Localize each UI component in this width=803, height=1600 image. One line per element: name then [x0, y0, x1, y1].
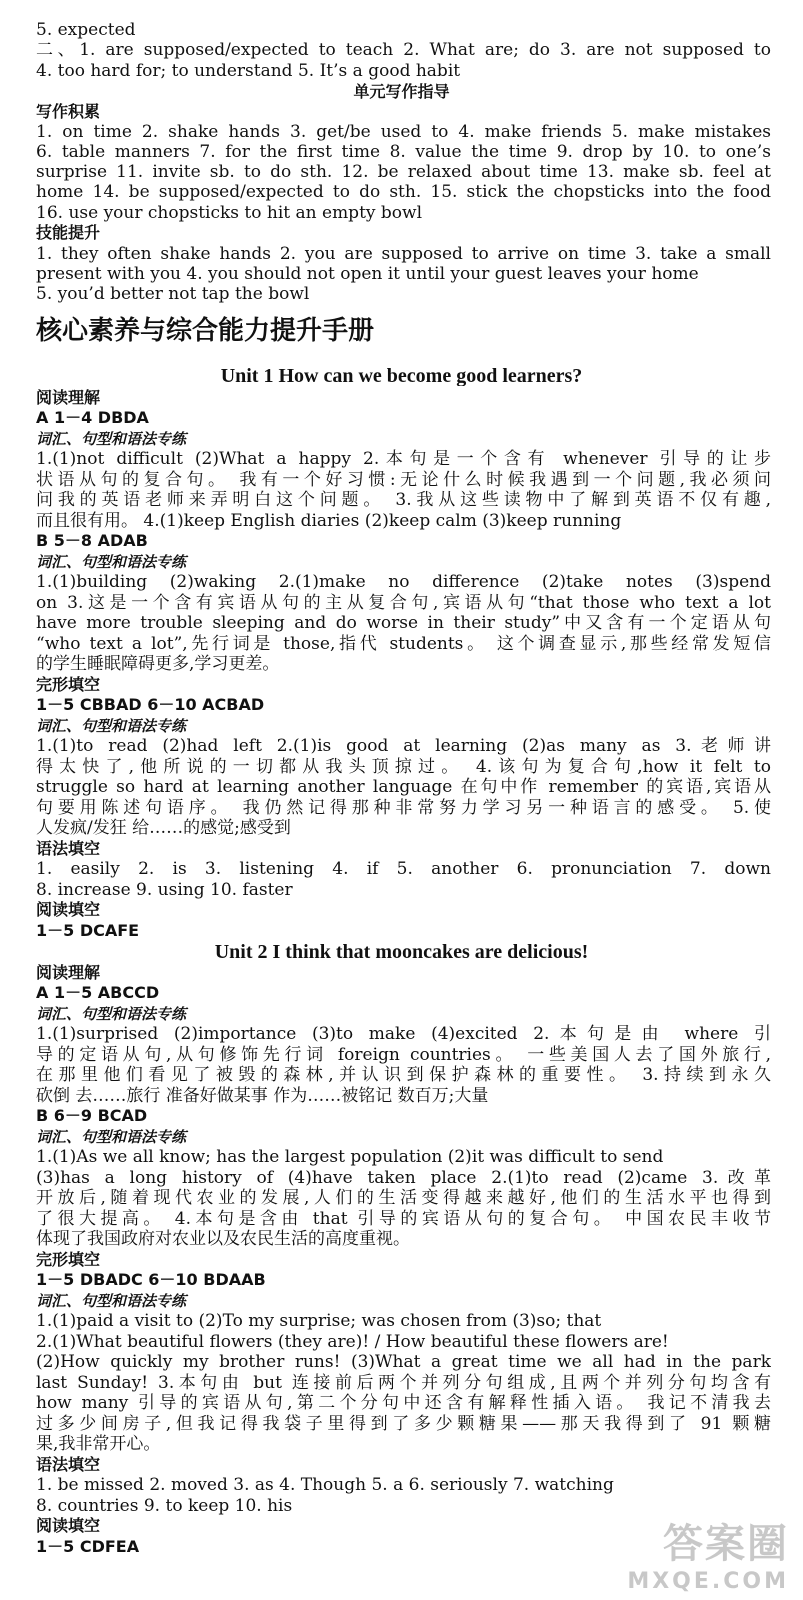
- text-line: 1. be missed 2. moved 3. as 4. Though 5. a 6. seriously 7. watching: [36, 1475, 614, 1495]
- text-line: 5. you’d better not tap the bowl: [36, 284, 310, 304]
- watermark-en: MXQE.COM: [627, 1569, 789, 1594]
- watermark-cn: 答案圈: [663, 1521, 789, 1567]
- sub-heading: 词汇、句型和语法专练: [36, 1005, 187, 1023]
- unit-title: Unit 1 How can we become good learners?: [220, 366, 583, 386]
- text-line: 人发疯/发狂 给……的感觉;感受到: [36, 818, 291, 838]
- text-line: have more trouble sleeping and do worse in their study”中又含有一个定语从句: [36, 613, 771, 633]
- sub-heading: 语法填空: [36, 1455, 101, 1474]
- text-line: 了很大提高。 4.本句是含由 that 引导的宾语从句的复合句。 中国农民丰收节: [36, 1209, 771, 1229]
- answer-key: 1－5 DBADC 6－10 BDAAB: [36, 1270, 266, 1289]
- text-line: 1.(1)surprised (2)importance (3)to make (4)excited 2.本句是由 where 引: [36, 1024, 771, 1044]
- section-heading: 单元写作指导: [353, 82, 450, 101]
- text-line: 1. easily 2. is 3. listening 4. if 5. another 6. pronunciation 7. down: [36, 859, 771, 879]
- text-line: 句要用陈述句语序。 我仍然记得那种非常努力学习另一种语言的感受。 5.使: [36, 798, 771, 818]
- watermark-logo: [627, 1512, 789, 1594]
- answer-key: B 6－9 BCAD: [36, 1106, 148, 1125]
- text-line: home 14. be supposed/expected to do sth. 15. stick the chopsticks into the food: [36, 182, 771, 202]
- answer-key: 1－5 CDFEA: [36, 1537, 140, 1556]
- text-line: on 3.这是一个含有宾语从句的主从复合句,宾语从句“that those who text a lot: [36, 593, 771, 613]
- text-line: 6. table manners 7. for the first time 8. value the time 9. drop by 10. to one’s: [36, 142, 771, 162]
- answer-key: 1－5 CBBAD 6－10 ACBAD: [36, 695, 265, 714]
- text-line: 8. increase 9. using 10. faster: [36, 880, 293, 900]
- sub-heading: 阅读理解: [36, 388, 101, 407]
- text-line: 问我的英语老师来弄明白这个问题。 3.我从这些读物中了解到英语不仅有趣,: [36, 490, 771, 510]
- text-line: 导的定语从句,从句修饰先行词 foreign countries。 一些美国人去了国外旅行,: [36, 1045, 771, 1065]
- text-line: 得太快了,他所说的一切都从我头顶掠过。 4.该句为复合句,how it felt to: [36, 757, 771, 777]
- text-line: (2)How quickly my brother runs! (3)What a great time we all had in the park: [36, 1352, 771, 1372]
- answer-key: A 1－5 ABCCD: [36, 983, 160, 1002]
- text-line: struggle so hard at learning another language 在句中作 remember 的宾语,宾语从: [36, 777, 771, 797]
- text-line: 在那里他们看见了被毁的森林,并认识到保护森林的重要性。 3.持续到永久: [36, 1065, 771, 1085]
- sub-heading: 阅读填空: [36, 900, 101, 919]
- text-line: “who text a lot”,先行词是 those,指代 students。 这个调查显示,那些经常发短信: [36, 634, 771, 654]
- sub-heading: 阅读填空: [36, 1516, 101, 1535]
- sub-heading: 写作积累: [36, 102, 101, 121]
- text-line: 1.(1)to read (2)had left 2.(1)is good at learning (2)as many as 3.老师讲: [36, 736, 771, 756]
- text-line: 1.(1)not difficult (2)What a happy 2.本句是一个含有 whenever 引导的让步: [36, 449, 771, 469]
- text-line: (3)has a long history of (4)have taken place 2.(1)to read (2)came 3.改革: [36, 1168, 771, 1188]
- answer-key: 1－5 DCAFE: [36, 921, 140, 940]
- text-line: 2.(1)What beautiful flowers (they are)! / How beautiful these flowers are!: [36, 1332, 669, 1352]
- sub-heading: 阅读理解: [36, 963, 101, 982]
- text-line: 的学生睡眠障碍更多,学习更差。: [36, 654, 280, 674]
- sub-heading: 技能提升: [36, 223, 101, 242]
- answer-key: B 5－8 ADAB: [36, 531, 148, 550]
- sub-heading: 词汇、句型和语法专练: [36, 553, 187, 571]
- sub-heading: 完形填空: [36, 675, 101, 694]
- handbook-title: 核心素养与综合能力提升手册: [36, 316, 375, 346]
- text-line: 5. expected: [36, 20, 136, 40]
- text-line: 8. countries 9. to keep 10. his: [36, 1496, 293, 1516]
- text-line: 而且很有用。 4.(1)keep English diaries (2)keep calm (3)keep running: [36, 511, 622, 531]
- sub-heading: 完形填空: [36, 1250, 101, 1269]
- text-line: 4. too hard for; to understand 5. It’s a good habit: [36, 61, 461, 81]
- sub-heading: 词汇、句型和语法专练: [36, 717, 187, 735]
- text-line: surprise 11. invite sb. to do sth. 12. be relaxed about time 13. make sb. feel at: [36, 162, 771, 182]
- text-line: 果,我非常开心。: [36, 1434, 161, 1454]
- sub-heading: 语法填空: [36, 839, 101, 858]
- text-line: 1.(1)As we all know; has the largest population (2)it was difficult to send: [36, 1147, 664, 1167]
- text-line: 1.(1)building (2)waking 2.(1)make no difference (2)take notes (3)spend: [36, 572, 771, 592]
- sub-heading: 词汇、句型和语法专练: [36, 1292, 187, 1310]
- text-line: last Sunday! 3.本句由 but 连接前后两个并列分句组成,且两个并列分句均含有: [36, 1373, 771, 1393]
- text-line: 二、1. are supposed/expected to teach 2. What are; do 3. are not supposed to: [36, 40, 771, 60]
- text-line: 1.(1)paid a visit to (2)To my surprise; was chosen from (3)so; that: [36, 1311, 602, 1331]
- answer-key: A 1－4 DBDA: [36, 408, 149, 427]
- text-line: 16. use your chopsticks to hit an empty bowl: [36, 203, 423, 223]
- text-line: 1. on time 2. shake hands 3. get/be used to 4. make friends 5. make mistakes: [36, 122, 771, 142]
- text-line: 1. they often shake hands 2. you are supposed to arrive on time 3. take a small: [36, 244, 771, 264]
- sub-heading: 词汇、句型和语法专练: [36, 1128, 187, 1146]
- text-line: 砍倒 去……旅行 准备好做某事 作为……被铭记 数百万;大量: [36, 1086, 489, 1106]
- sub-heading: 词汇、句型和语法专练: [36, 430, 187, 448]
- text-line: 过多少间房子,但我记得我袋子里得到了多少颗糖果——那天我得到了 91 颗糖: [36, 1414, 771, 1434]
- text-line: present with you 4. you should not open it until your guest leaves your home: [36, 264, 699, 284]
- unit-title: Unit 2 I think that mooncakes are delicious!: [214, 942, 589, 962]
- text-line: 开放后,随着现代农业的发展,人们的生活变得越来越好,他们的生活水平也得到: [36, 1188, 771, 1208]
- text-line: 体现了我国政府对农业以及农民生活的高度重视。: [36, 1229, 410, 1249]
- text-line: how many 引导的宾语从句,第二个分句中还含有解释性插入语。 我记不清我去: [36, 1393, 771, 1413]
- text-line: 状语从句的复合句。 我有一个好习惯:无论什么时候我遇到一个问题,我必须问: [36, 470, 771, 490]
